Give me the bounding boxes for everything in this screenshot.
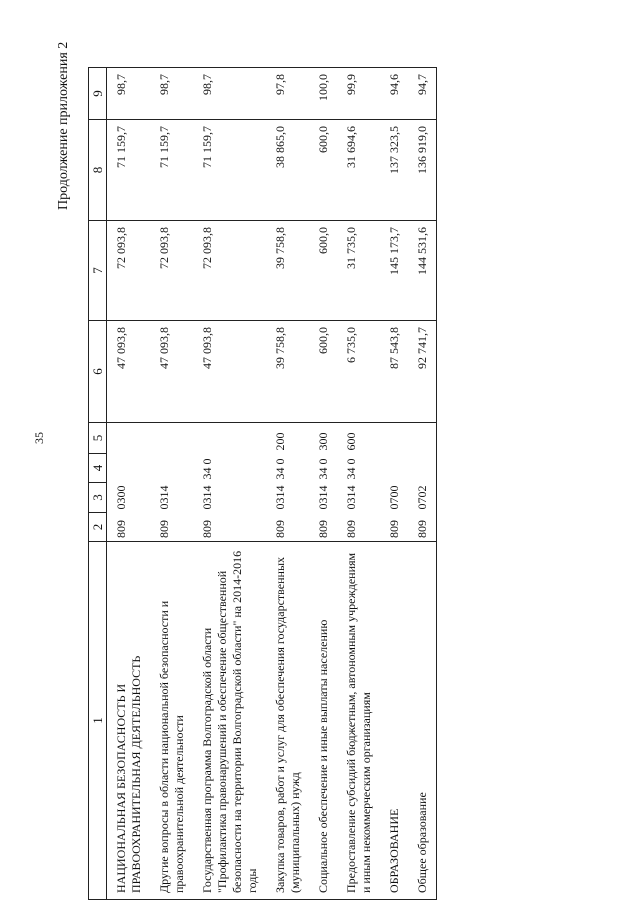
- budget-table-frame: [88, 74, 584, 900]
- column-header: 1: [89, 542, 107, 900]
- row-name: Предоставление субсидий бюджетным, автономным учреждениям и иным некоммерческим организациям: [344, 542, 374, 900]
- cell-target-code: 34 0: [316, 458, 330, 480]
- table-row: [107, 68, 145, 900]
- cell-expense-type: [200, 423, 260, 454]
- cell-col8: 31 694,6: [344, 120, 374, 221]
- cell-section-code: 0314: [344, 485, 358, 510]
- row-name: ОБРАЗОВАНИЕ: [387, 542, 402, 900]
- table-row: [316, 68, 331, 900]
- cell-expense-type: [157, 423, 187, 454]
- column-header: 8: [89, 120, 107, 221]
- cell-col7: 72 093,8: [157, 221, 187, 321]
- cell-section-code: 0314: [273, 485, 287, 510]
- cell-section-code: 0300: [114, 485, 128, 510]
- cell-ministry-code: 809: [157, 520, 171, 538]
- cell-col7: 144 531,6: [415, 221, 437, 321]
- cell-section-code: 0314: [200, 485, 214, 510]
- cell-expense-type: [415, 423, 437, 454]
- row-name: Закупка товаров, работ и услуг для обеспечения государственных (муниципальных) нужд: [273, 542, 303, 900]
- table-row: [157, 68, 187, 900]
- cell-col6: 47 093,8: [157, 321, 187, 423]
- cell-section-code: 0314: [157, 485, 171, 510]
- table-row: [387, 68, 402, 900]
- cell-col6: 6 735,0: [344, 321, 374, 423]
- cell-target-code: 34 0: [200, 458, 214, 480]
- column-header: 2: [89, 513, 107, 542]
- cell-col6: 39 758,8: [273, 321, 303, 423]
- cell-col9: 99,9: [344, 68, 374, 120]
- column-header: 9: [89, 68, 107, 120]
- cell-col8: 71 159,7: [157, 120, 187, 221]
- column-header: 4: [89, 454, 107, 483]
- cell-col8: 38 865,0: [273, 120, 303, 221]
- column-header: 3: [89, 483, 107, 513]
- cell-target-code: [157, 454, 187, 483]
- cell-col8: 71 159,7: [107, 120, 145, 221]
- cell-col7: 72 093,8: [200, 221, 260, 321]
- column-header: 7: [89, 221, 107, 321]
- cell-col6: 87 543,8: [387, 321, 402, 423]
- cell-ministry-code: 809: [415, 513, 437, 542]
- cell-col8: 71 159,7: [200, 120, 260, 221]
- row-name: НАЦИОНАЛЬНАЯ БЕЗОПАСНОСТЬ И ПРАВООХРАНИТЕЛЬНАЯ ДЕЯТЕЛЬНОСТЬ: [107, 542, 145, 900]
- table-row: [200, 68, 260, 900]
- cell-target-code: [387, 454, 402, 483]
- cell-col7: 145 173,7: [387, 221, 402, 321]
- table-row: [344, 68, 374, 900]
- cell-section-code: 0702: [415, 483, 437, 513]
- row-name: Другие вопросы в области национальной безопасности и правоохранительной деятельности: [157, 542, 187, 900]
- budget-table: [88, 67, 437, 900]
- cell-expense-type: 600: [344, 423, 374, 454]
- cell-target-code: [107, 454, 145, 483]
- table-row: [415, 68, 437, 900]
- cell-col7: 39 758,8: [273, 221, 303, 321]
- cell-section-code: 0700: [387, 485, 401, 510]
- cell-ministry-code: 809: [344, 520, 358, 538]
- cell-col9: 94,6: [387, 68, 402, 120]
- page-number: 35: [32, 432, 46, 444]
- column-header: 5: [89, 423, 107, 454]
- cell-col8: 600,0: [316, 120, 331, 221]
- cell-col9: 98,7: [200, 68, 260, 120]
- cell-col7: 72 093,8: [107, 221, 145, 321]
- row-name: Общее образование: [415, 542, 437, 900]
- cell-col7: 600,0: [316, 221, 331, 321]
- cell-col9: 94,7: [415, 68, 437, 120]
- cell-col8: 137 323,5: [387, 120, 402, 221]
- cell-ministry-code: 809: [316, 520, 330, 538]
- cell-target-code: [415, 454, 437, 483]
- cell-ministry-code: 809: [200, 520, 214, 538]
- cell-expense-type: [387, 423, 402, 454]
- cell-col8: 136 919,0: [415, 120, 437, 221]
- cell-ministry-code: 809: [273, 520, 287, 538]
- cell-section-code: 0314: [316, 485, 330, 510]
- cell-col9: 100,0: [316, 68, 331, 120]
- cell-ministry-code: 809: [114, 520, 128, 538]
- row-name: Социальное обеспечение и иные выплаты населению: [316, 542, 331, 900]
- cell-col6: 600,0: [316, 321, 331, 423]
- cell-col9: 98,7: [107, 68, 145, 120]
- cell-expense-type: [107, 423, 145, 454]
- cell-col6: 92 741,7: [415, 321, 437, 423]
- row-name: Государственная программа Волгоградской области "Профилактика правонарушений и обеспечение общественной безопасности на территории Волгоградской области" на 2014-2016 годы: [200, 542, 260, 900]
- cell-expense-type: 200: [273, 423, 303, 454]
- cell-col6: 47 093,8: [107, 321, 145, 423]
- table-row: [273, 68, 303, 900]
- cell-target-code: 34 0: [273, 458, 287, 480]
- appendix-heading: Продолжение приложения 2: [56, 41, 71, 210]
- table-header-row: [89, 68, 107, 900]
- cell-expense-type: 300: [316, 423, 331, 454]
- cell-ministry-code: 809: [387, 520, 401, 538]
- column-header: 6: [89, 321, 107, 423]
- cell-col7: 31 735,0: [344, 221, 374, 321]
- cell-target-code: 34 0: [344, 458, 358, 480]
- cell-col9: 97,8: [273, 68, 303, 120]
- cell-col6: 47 093,8: [200, 321, 260, 423]
- cell-col9: 98,7: [157, 68, 187, 120]
